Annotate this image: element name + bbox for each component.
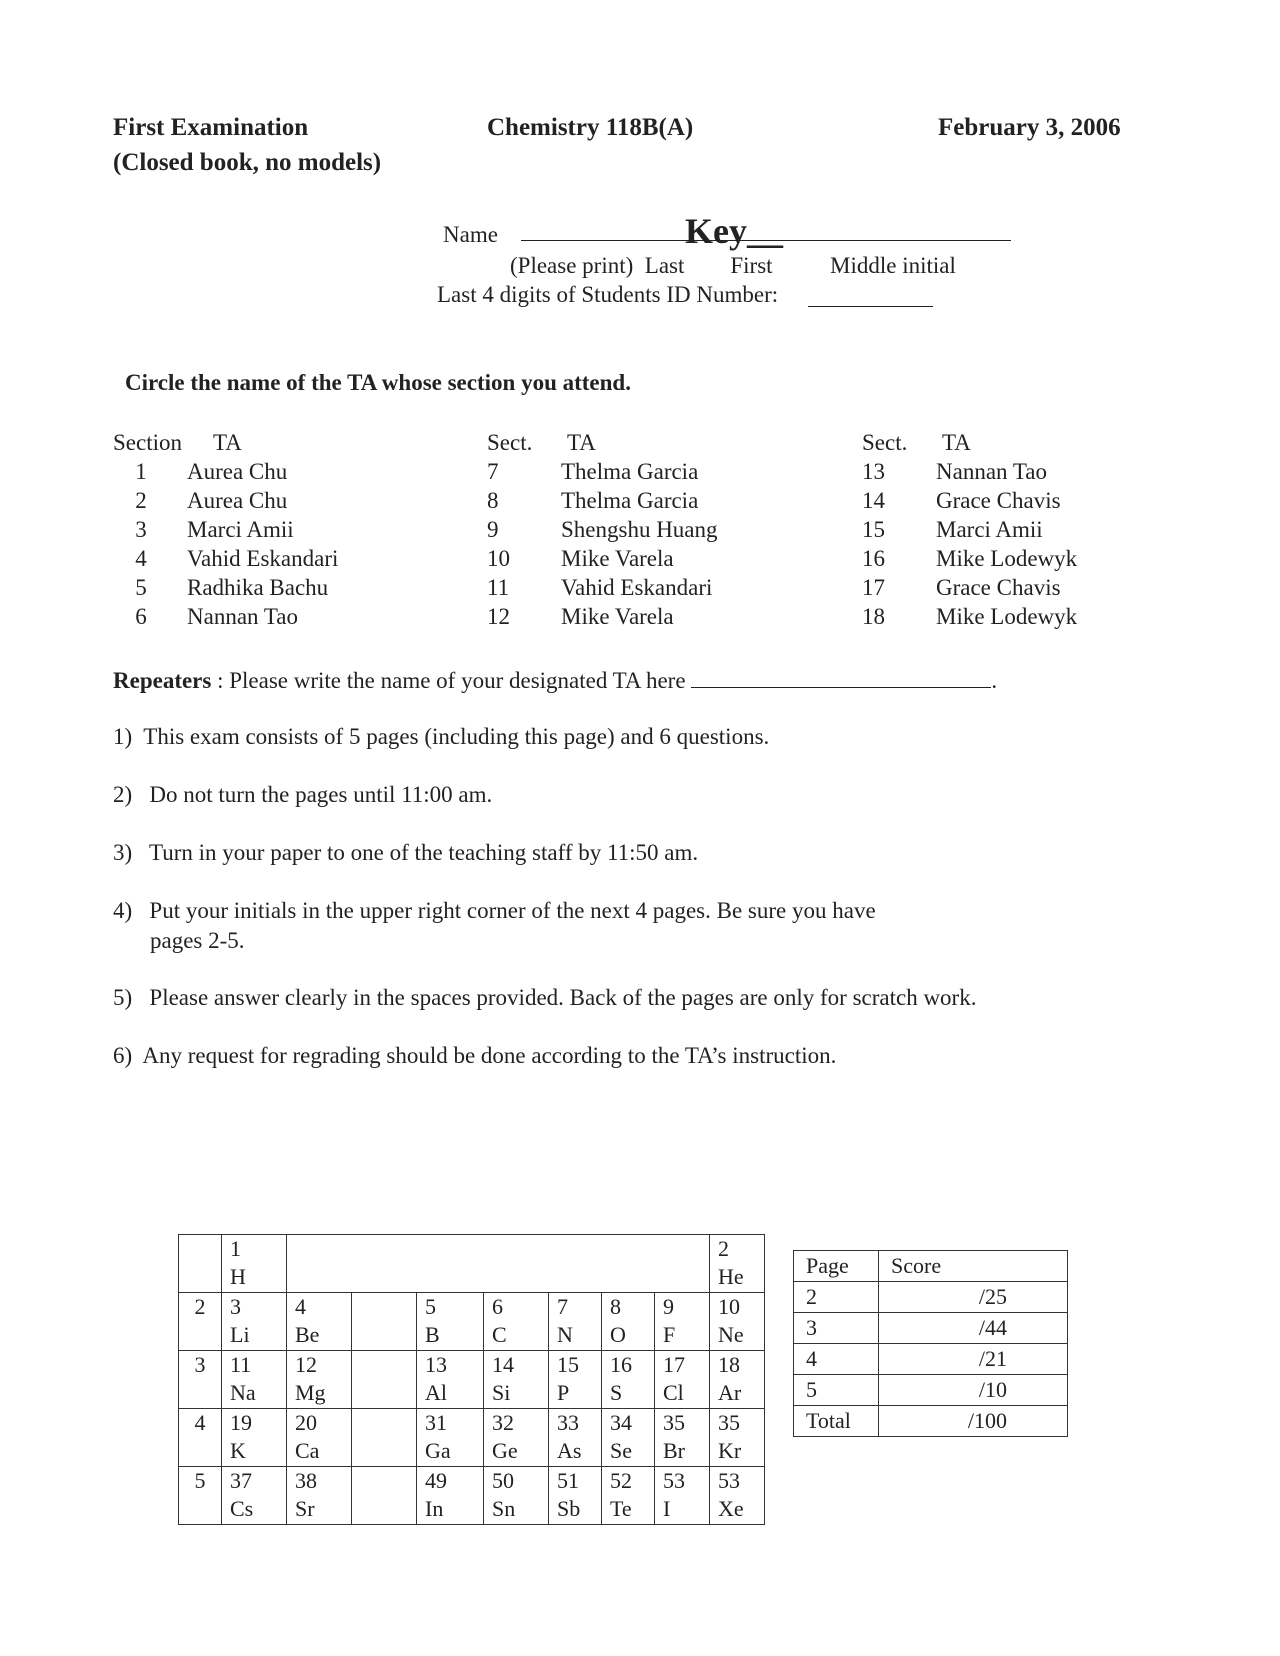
exam-title: First Examination <box>113 114 309 141</box>
ta-column-1 <box>113 428 338 631</box>
ta-col-header-ta: TA <box>567 430 596 455</box>
ta-name[interactable]: Thelma Garcia <box>561 459 699 484</box>
element-cell <box>417 1409 484 1467</box>
element-cell <box>484 1467 549 1525</box>
atomic-number: 20 <box>295 1410 317 1435</box>
period-cell: 2 <box>179 1293 222 1351</box>
score-header-page: Page <box>794 1251 879 1282</box>
atomic-number: 31 <box>425 1410 447 1435</box>
atomic-number: 49 <box>425 1468 447 1493</box>
atomic-number: 32 <box>492 1410 514 1435</box>
element-symbol: O <box>610 1322 626 1347</box>
element-cell <box>222 1409 287 1467</box>
ta-name[interactable]: Shengshu Huang <box>561 517 718 542</box>
element-symbol: P <box>557 1380 570 1405</box>
element-symbol: Xe <box>718 1496 744 1521</box>
score-value: /10 <box>879 1375 1068 1406</box>
score-page: 5 <box>794 1375 879 1406</box>
element-symbol: Li <box>230 1322 250 1347</box>
atomic-number: 1 <box>230 1236 241 1261</box>
element-cell <box>549 1409 602 1467</box>
element-cell <box>655 1409 710 1467</box>
element-cell <box>602 1467 655 1525</box>
section-number: 5 <box>135 575 147 600</box>
instruction-6 <box>113 1041 836 1071</box>
ta-row[interactable] <box>862 486 1077 515</box>
atomic-number: 7 <box>557 1294 568 1319</box>
element-symbol: Ge <box>492 1438 518 1463</box>
name-label: Name <box>443 222 498 247</box>
section-number: 7 <box>487 459 499 484</box>
atomic-number: 35 <box>718 1410 740 1435</box>
periodic-row-2 <box>179 1293 765 1351</box>
section-number: 2 <box>135 488 147 513</box>
instruction-text: Any request for regrading should be done according to the TA’s instruction. <box>142 1043 837 1068</box>
element-symbol: Sn <box>492 1496 516 1521</box>
ta-row[interactable] <box>862 602 1077 631</box>
atomic-number: 34 <box>610 1410 632 1435</box>
element-symbol: Al <box>425 1380 447 1405</box>
atomic-number: 52 <box>610 1468 632 1493</box>
element-symbol: Be <box>295 1322 320 1347</box>
element-symbol: Ar <box>718 1380 742 1405</box>
atomic-number: 4 <box>295 1294 306 1319</box>
atomic-number: 6 <box>492 1294 503 1319</box>
element-cell <box>710 1293 765 1351</box>
atomic-number: 19 <box>230 1410 252 1435</box>
ta-row[interactable] <box>113 573 338 602</box>
atomic-number: 12 <box>295 1352 317 1377</box>
element-symbol: Si <box>492 1380 511 1405</box>
element-symbol: F <box>663 1322 676 1347</box>
element-cell <box>602 1409 655 1467</box>
ta-row[interactable] <box>862 573 1077 602</box>
element-cell <box>484 1409 549 1467</box>
score-row <box>794 1282 1068 1313</box>
instruction-number: 6) <box>113 1043 133 1068</box>
student-id-label: Last 4 digits of Students ID Number: <box>437 282 779 307</box>
ta-col-header-section: Sect. <box>862 430 908 455</box>
ta-row[interactable] <box>862 457 1077 486</box>
element-cell <box>710 1351 765 1409</box>
section-number: 4 <box>135 546 147 571</box>
ta-row[interactable] <box>862 544 1077 573</box>
score-table <box>793 1250 1068 1437</box>
instruction-number: 3) <box>113 840 133 865</box>
instruction-text: This exam consists of 5 pages (including this page) and 6 questions. <box>143 724 770 749</box>
gap-cell <box>352 1467 417 1525</box>
instruction-number: 2) <box>113 782 133 807</box>
score-row <box>794 1375 1068 1406</box>
element-symbol: Ga <box>425 1438 451 1463</box>
element-cell <box>417 1293 484 1351</box>
element-cell <box>222 1351 287 1409</box>
period-cell: 5 <box>179 1467 222 1525</box>
name-value: Key__ <box>685 211 783 251</box>
ta-row[interactable] <box>113 602 338 631</box>
ta-name[interactable]: Marci Amii <box>187 517 294 542</box>
element-symbol: B <box>425 1322 440 1347</box>
ta-name[interactable]: Aurea Chu <box>187 459 288 484</box>
element-symbol: Cs <box>230 1496 254 1521</box>
gap-cell <box>352 1409 417 1467</box>
repeaters-ta-field[interactable] <box>691 665 991 688</box>
section-number: 17 <box>862 575 885 600</box>
periodic-row-5 <box>179 1467 765 1525</box>
element-cell <box>417 1351 484 1409</box>
score-page: 2 <box>794 1282 879 1313</box>
section-number: 11 <box>487 575 510 600</box>
ta-col-header-ta: TA <box>942 430 971 455</box>
element-symbol: I <box>663 1496 671 1521</box>
element-symbol: Br <box>663 1438 685 1463</box>
instruction-4 <box>113 896 876 956</box>
element-symbol: Ca <box>295 1438 320 1463</box>
element-cell <box>710 1409 765 1467</box>
element-symbol: He <box>718 1264 744 1289</box>
score-value: /100 <box>879 1406 1068 1437</box>
section-number: 18 <box>862 604 885 629</box>
section-number: 13 <box>862 459 885 484</box>
score-header-row <box>794 1251 1068 1282</box>
element-cell <box>484 1351 549 1409</box>
element-cell <box>222 1235 287 1293</box>
score-page: 4 <box>794 1344 879 1375</box>
atomic-number: 50 <box>492 1468 514 1493</box>
atomic-number: 35 <box>663 1410 685 1435</box>
section-number: 12 <box>487 604 510 629</box>
course-title: Chemistry 118B(A) <box>487 114 694 141</box>
section-number: 8 <box>487 488 499 513</box>
period-cell <box>179 1235 222 1293</box>
ta-row[interactable] <box>113 515 338 544</box>
section-number: 15 <box>862 517 885 542</box>
instruction-text: Turn in your paper to one of the teaching staff by 11:50 am. <box>149 840 699 865</box>
periodic-row-1 <box>179 1235 765 1293</box>
exam-date: February 3, 2006 <box>938 114 1121 141</box>
instruction-text-continued: pages 2-5. <box>150 928 245 953</box>
ta-name[interactable]: Radhika Bachu <box>187 575 329 600</box>
ta-name[interactable]: Mike Varela <box>561 546 674 571</box>
element-cell <box>484 1293 549 1351</box>
score-row-total <box>794 1406 1068 1437</box>
periodic-table <box>178 1234 765 1525</box>
ta-name[interactable]: Marci Amii <box>936 517 1043 542</box>
instruction-number: 1) <box>113 724 133 749</box>
element-cell <box>655 1293 710 1351</box>
atomic-number: 33 <box>557 1410 579 1435</box>
atomic-number: 38 <box>295 1468 317 1493</box>
ta-row[interactable] <box>113 544 338 573</box>
instruction-text: Put your initials in the upper right corner of the next 4 pages. Be sure you have <box>149 898 876 923</box>
section-number: 10 <box>487 546 510 571</box>
gap-cell <box>352 1293 417 1351</box>
ta-name[interactable]: Nannan Tao <box>936 459 1048 484</box>
section-number: 1 <box>135 459 147 484</box>
ta-row[interactable] <box>487 544 718 573</box>
periodic-row-3 <box>179 1351 765 1409</box>
student-id-line[interactable] <box>808 306 933 307</box>
ta-row[interactable] <box>487 457 718 486</box>
ta-name[interactable]: Mike Lodewyk <box>936 604 1078 629</box>
instruction-text: Do not turn the pages until 11:00 am. <box>149 782 493 807</box>
ta-name[interactable]: Mike Varela <box>561 604 674 629</box>
instruction-5 <box>113 983 976 1013</box>
ta-row[interactable] <box>862 515 1077 544</box>
element-cell <box>710 1467 765 1525</box>
ta-row[interactable] <box>487 602 718 631</box>
ta-column-3 <box>862 428 1077 631</box>
section-number: 9 <box>487 517 499 542</box>
element-symbol: Mg <box>295 1380 326 1405</box>
element-symbol: In <box>425 1496 444 1521</box>
score-value: /25 <box>879 1282 1068 1313</box>
element-cell <box>287 1467 352 1525</box>
instruction-1 <box>113 722 769 752</box>
element-cell <box>287 1409 352 1467</box>
element-cell <box>602 1351 655 1409</box>
atomic-number: 53 <box>663 1468 685 1493</box>
element-cell <box>417 1467 484 1525</box>
period-cell: 3 <box>179 1351 222 1409</box>
ta-name[interactable]: Nannan Tao <box>187 604 299 629</box>
atomic-number: 2 <box>718 1236 729 1261</box>
score-row <box>794 1313 1068 1344</box>
ta-row[interactable] <box>487 515 718 544</box>
ta-row[interactable] <box>113 457 338 486</box>
element-symbol: Na <box>230 1380 256 1405</box>
element-symbol: Sr <box>295 1496 315 1521</box>
repeaters-line: Repeaters : Please write the name of your designated TA here . <box>113 665 997 694</box>
element-cell <box>287 1293 352 1351</box>
element-symbol: C <box>492 1322 507 1347</box>
atomic-number: 10 <box>718 1294 740 1319</box>
score-page: 3 <box>794 1313 879 1344</box>
atomic-number: 16 <box>610 1352 632 1377</box>
ta-col-header-ta: TA <box>213 430 242 455</box>
ta-name[interactable]: Grace Chavis <box>936 488 1061 513</box>
section-number: 3 <box>135 517 147 542</box>
ta-column-2 <box>487 428 718 631</box>
ta-instruction: Circle the name of the TA whose section you attend. <box>125 370 631 395</box>
gap-cell <box>287 1235 710 1293</box>
element-symbol: H <box>230 1264 246 1289</box>
element-cell <box>549 1467 602 1525</box>
score-value: /21 <box>879 1344 1068 1375</box>
ta-name[interactable]: Vahid Eskandari <box>187 546 339 571</box>
ta-name[interactable]: Grace Chavis <box>936 575 1061 600</box>
name-print-caption: (Please print) Last First Middle initial <box>510 253 956 278</box>
atomic-number: 15 <box>557 1352 579 1377</box>
score-value: /44 <box>879 1313 1068 1344</box>
element-symbol: Cl <box>663 1380 684 1405</box>
section-number: 14 <box>862 488 885 513</box>
section-number: 6 <box>135 604 147 629</box>
atomic-number: 53 <box>718 1468 740 1493</box>
ta-col-header-section: Sect. <box>487 430 533 455</box>
element-cell <box>549 1351 602 1409</box>
score-row <box>794 1344 1068 1375</box>
atomic-number: 5 <box>425 1294 436 1319</box>
element-cell <box>287 1351 352 1409</box>
ta-row[interactable] <box>487 573 718 602</box>
instruction-3 <box>113 838 698 868</box>
instruction-number: 5) <box>113 985 133 1010</box>
ta-name[interactable]: Vahid Eskandari <box>561 575 713 600</box>
element-symbol: Te <box>610 1496 632 1521</box>
gap-cell <box>352 1351 417 1409</box>
atomic-number: 17 <box>663 1352 685 1377</box>
repeaters-label: Repeaters <box>113 668 212 693</box>
element-symbol: Sb <box>557 1496 581 1521</box>
ta-col-header-section: Section <box>113 430 182 455</box>
element-cell <box>710 1235 765 1293</box>
instruction-number: 4) <box>113 898 133 923</box>
element-cell <box>549 1293 602 1351</box>
atomic-number: 11 <box>230 1352 252 1377</box>
element-cell <box>222 1293 287 1351</box>
section-number: 16 <box>862 546 885 571</box>
ta-name[interactable]: Thelma Garcia <box>561 488 699 513</box>
element-cell <box>655 1351 710 1409</box>
repeaters-text: : Please write the name of your designated TA here <box>211 668 686 693</box>
atomic-number: 18 <box>718 1352 740 1377</box>
instruction-2 <box>113 780 492 810</box>
score-header-score: Score <box>879 1251 1068 1282</box>
ta-row[interactable] <box>113 486 338 515</box>
element-cell <box>222 1467 287 1525</box>
atomic-number: 13 <box>425 1352 447 1377</box>
element-cell <box>655 1467 710 1525</box>
element-symbol: Kr <box>718 1438 742 1463</box>
atomic-number: 14 <box>492 1352 514 1377</box>
atomic-number: 51 <box>557 1468 579 1493</box>
element-symbol: K <box>230 1438 246 1463</box>
periodic-row-4 <box>179 1409 765 1467</box>
atomic-number: 8 <box>610 1294 621 1319</box>
exam-subtitle: (Closed book, no models) <box>113 149 382 176</box>
atomic-number: 37 <box>230 1468 252 1493</box>
score-page: Total <box>794 1406 879 1437</box>
ta-name[interactable]: Mike Lodewyk <box>936 546 1078 571</box>
ta-row[interactable] <box>487 486 718 515</box>
element-symbol: As <box>557 1438 582 1463</box>
element-symbol: Ne <box>718 1322 744 1347</box>
element-symbol: Se <box>610 1438 632 1463</box>
element-symbol: N <box>557 1322 573 1347</box>
period-cell: 4 <box>179 1409 222 1467</box>
element-symbol: S <box>610 1380 623 1405</box>
ta-name[interactable]: Aurea Chu <box>187 488 288 513</box>
element-cell <box>602 1293 655 1351</box>
instruction-text: Please answer clearly in the spaces provided. Back of the pages are only for scratch work. <box>149 985 977 1010</box>
atomic-number: 3 <box>230 1294 241 1319</box>
atomic-number: 9 <box>663 1294 674 1319</box>
